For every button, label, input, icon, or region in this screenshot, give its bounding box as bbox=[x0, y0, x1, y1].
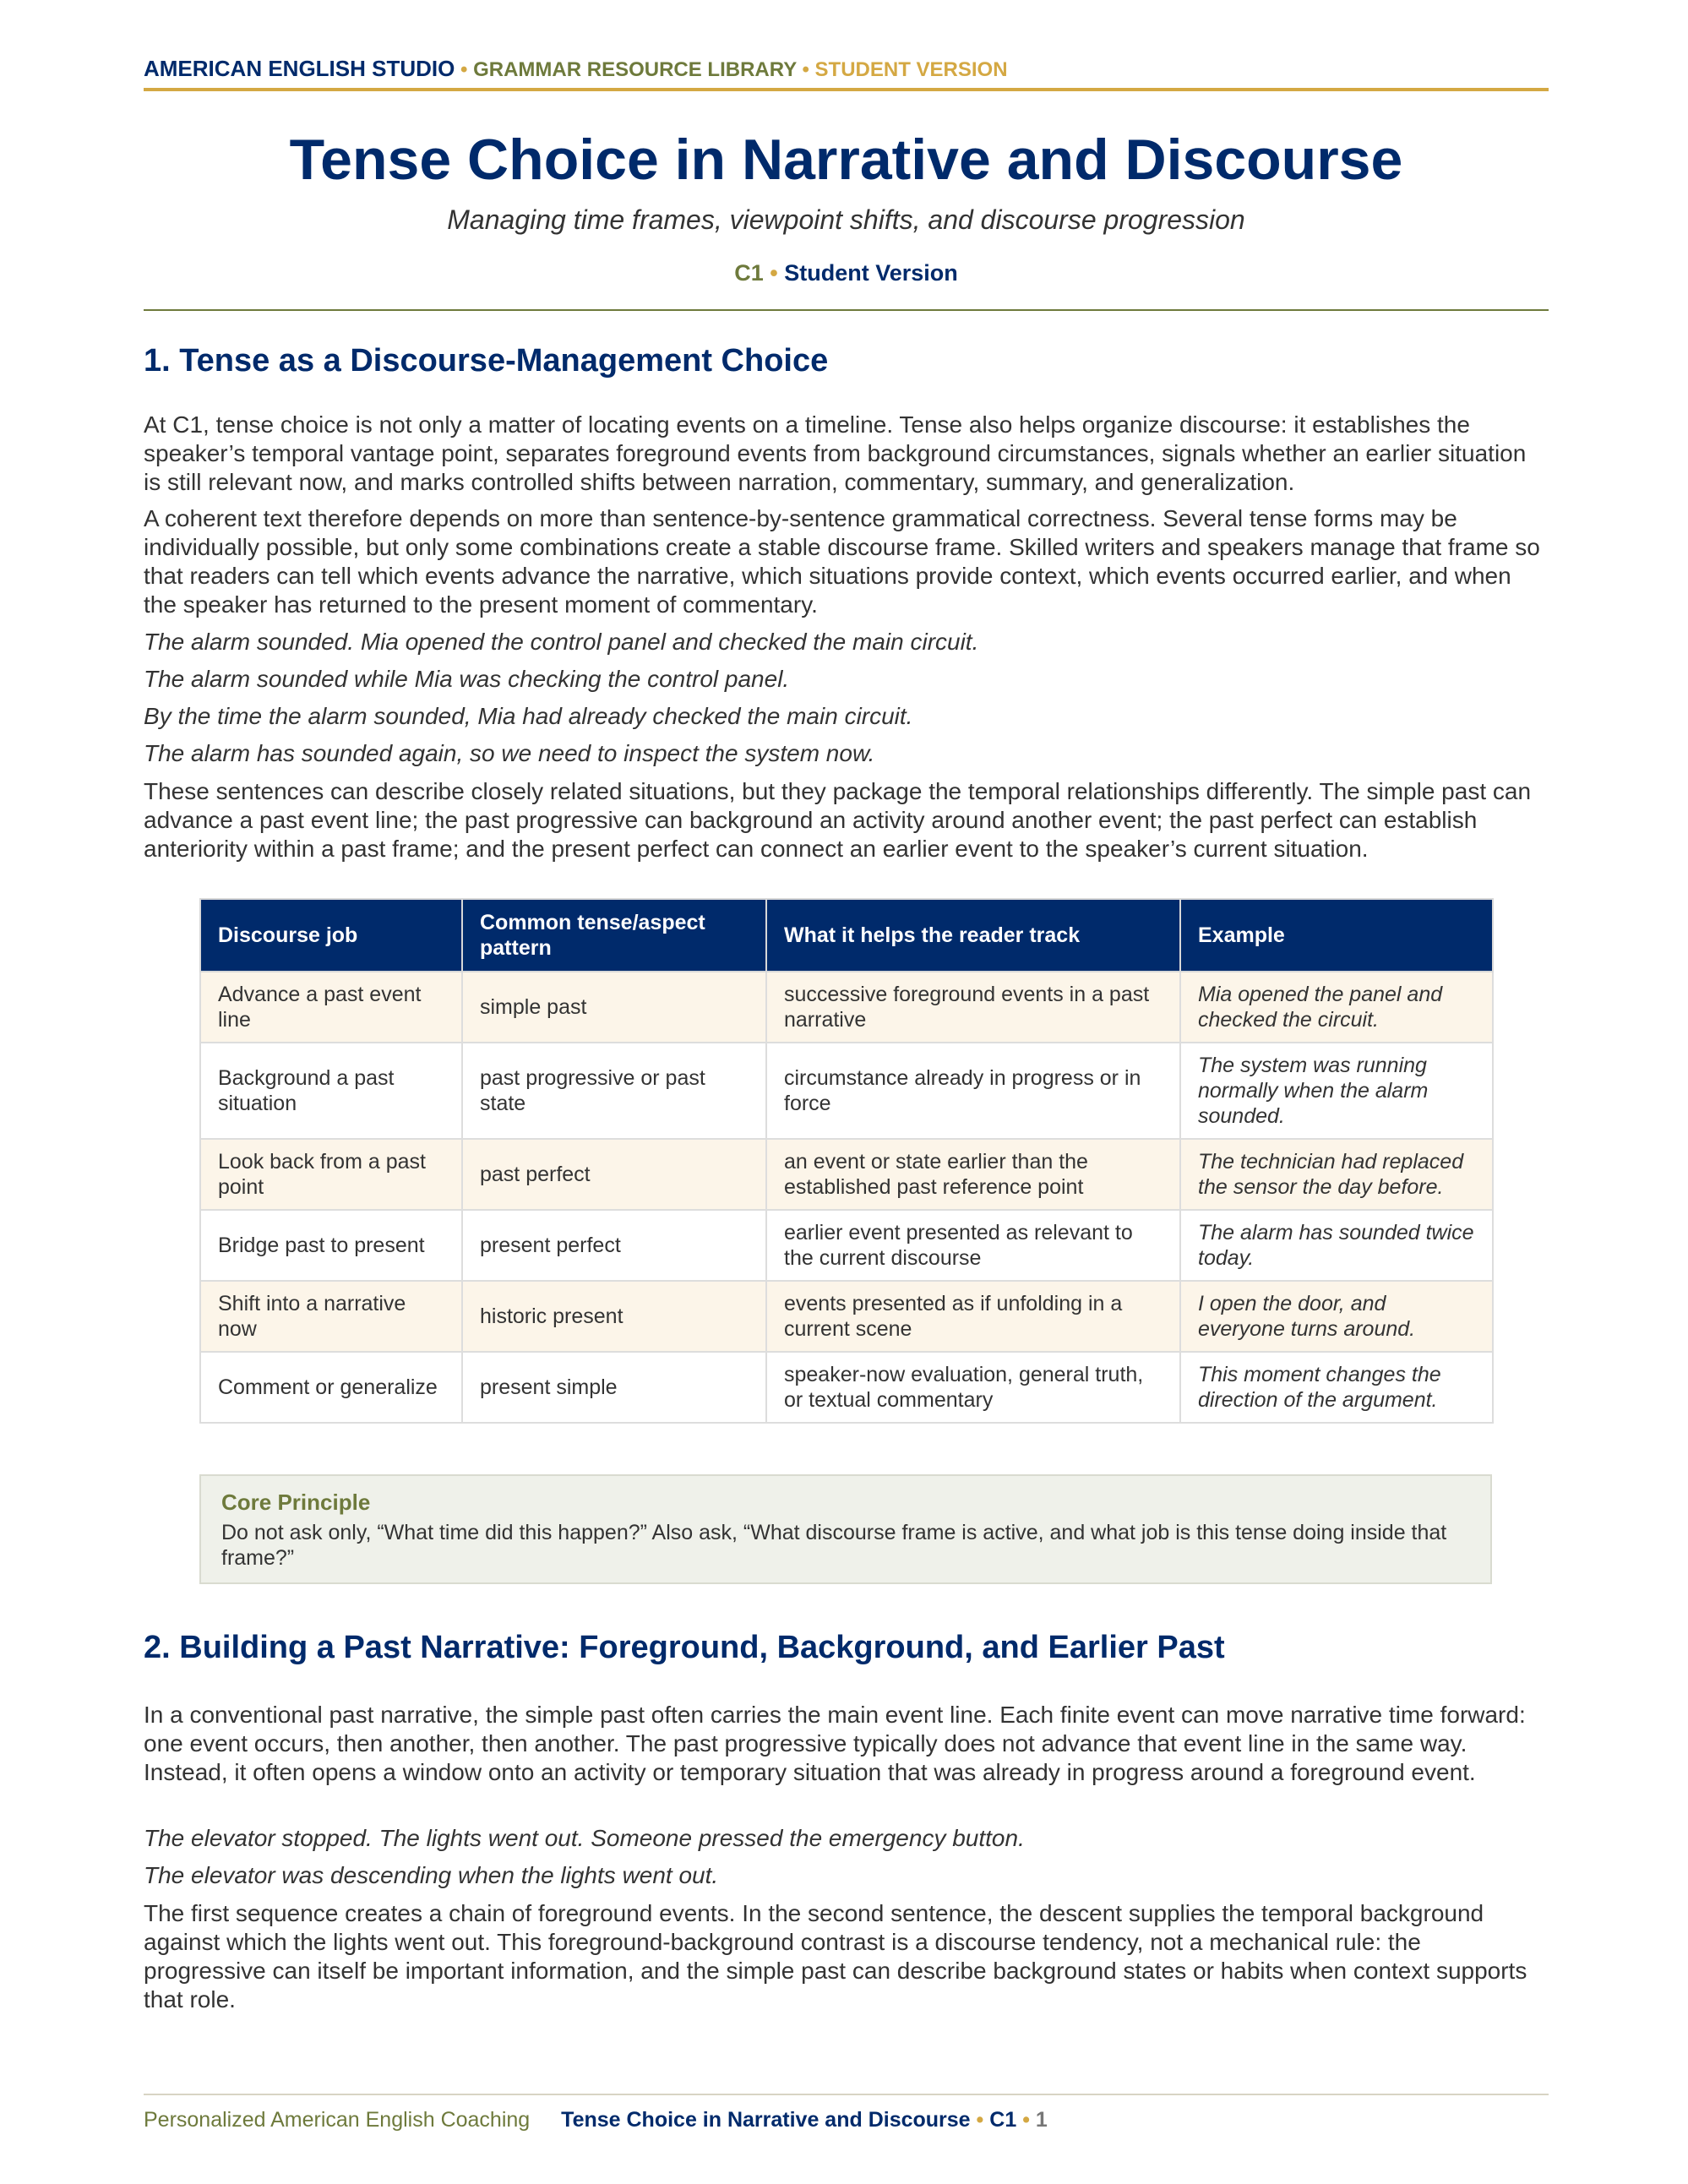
table-cell: Advance a past event line bbox=[200, 972, 462, 1043]
example-sentence: The elevator stopped. The lights went out. Someone pressed the emergency button. bbox=[144, 1825, 1025, 1851]
document-subtitle: Managing time frames, viewpoint shifts, and discourse progression bbox=[447, 204, 1245, 235]
page-footer bbox=[144, 2094, 1549, 2132]
table-cell-example: I open the door, and everyone turns around. bbox=[1180, 1281, 1493, 1352]
table-cell: Comment or generalize bbox=[200, 1352, 462, 1423]
header-version: STUDENT VERSION bbox=[814, 58, 1008, 81]
table-cell: an event or state earlier than the established past reference point bbox=[766, 1139, 1180, 1210]
table-cell: present simple bbox=[462, 1352, 766, 1423]
section-2-paragraph-2: The first sequence creates a chain of foreground events. In the second sentence, the descent supplies the temporal background against which the lights went out. This foreground-background contrast is a discourse tendency, not a mechanical rule: the progressive can itself be important information, and the simple past can describe background states or habits when context supports that role. bbox=[144, 1900, 1527, 2012]
footer-document-title: Tense Choice in Narrative and Discourse bbox=[561, 2108, 971, 2132]
table-row bbox=[200, 1352, 1493, 1423]
header-separator: • bbox=[460, 58, 468, 81]
table-cell-example: The system was running normally when the alarm sounded. bbox=[1180, 1043, 1493, 1139]
table-cell: Shift into a narrative now bbox=[200, 1281, 462, 1352]
footer-coaching-label: Personalized American English Coaching bbox=[144, 2108, 531, 2132]
column-header: What it helps the reader track bbox=[766, 899, 1180, 972]
table-row bbox=[200, 972, 1493, 1043]
core-principle-box bbox=[199, 1474, 1492, 1584]
section-1-paragraph-2: A coherent text therefore depends on more than sentence-by-sentence grammatical correctness. Several tense forms may be individually possible, but only some combinations create a stable discourse frame. Skilled writers and speakers manage that frame so that readers can tell which events advance the narrative, which situations provide context, which events occurred earlier, and when the speaker has returned to the present moment of commentary. bbox=[144, 505, 1540, 618]
table-cell: past perfect bbox=[462, 1139, 766, 1210]
level-code: C1 bbox=[734, 260, 764, 286]
table-cell: historic present bbox=[462, 1281, 766, 1352]
table-cell: Look back from a past point bbox=[200, 1139, 462, 1210]
column-header: Discourse job bbox=[200, 899, 462, 972]
table-row bbox=[200, 1139, 1493, 1210]
footer-separator: • bbox=[976, 2108, 984, 2132]
table-cell: speaker-now evaluation, general truth, or textual commentary bbox=[766, 1352, 1180, 1423]
page-number: 1 bbox=[1035, 2108, 1048, 2132]
document-title: Tense Choice in Narrative and Discourse bbox=[289, 128, 1403, 192]
header-bar bbox=[144, 56, 1549, 91]
table-cell: present perfect bbox=[462, 1210, 766, 1281]
column-header: Example bbox=[1180, 899, 1493, 972]
column-header: Common tense/aspect pattern bbox=[462, 899, 766, 972]
level-label: Student Version bbox=[784, 260, 958, 286]
table-cell: past progressive or past state bbox=[462, 1043, 766, 1139]
table-cell: Bridge past to present bbox=[200, 1210, 462, 1281]
table-cell-example: This moment changes the direction of the argument. bbox=[1180, 1352, 1493, 1423]
level-line bbox=[144, 259, 1549, 287]
table-header-row bbox=[200, 899, 1493, 972]
section-2-heading: 2. Building a Past Narrative: Foreground, Background, and Earlier Past bbox=[144, 1630, 1225, 1665]
table-cell: Background a past situation bbox=[200, 1043, 462, 1139]
header-library: GRAMMAR RESOURCE LIBRARY bbox=[473, 58, 797, 81]
section-1-heading: 1. Tense as a Discourse-Management Choice bbox=[144, 343, 829, 379]
title-divider bbox=[144, 309, 1549, 311]
level-separator: • bbox=[770, 260, 778, 286]
table-cell: successive foreground events in a past narrative bbox=[766, 972, 1180, 1043]
core-principle-title: Core Principle bbox=[221, 1490, 371, 1515]
table-cell: circumstance already in progress or in force bbox=[766, 1043, 1180, 1139]
table-row bbox=[200, 1043, 1493, 1139]
table-cell-example: The alarm has sounded twice today. bbox=[1180, 1210, 1493, 1281]
example-sentence: By the time the alarm sounded, Mia had already checked the main circuit. bbox=[144, 703, 913, 729]
table-cell-example: Mia opened the panel and checked the circuit. bbox=[1180, 972, 1493, 1043]
section-1-paragraph-1: At C1, tense choice is not only a matter of locating events on a timeline. Tense also helps organize discourse: it establishes the speaker’s temporal vantage point, separates foreground events from background circumstances, signals whether an earlier situation is still relevant now, and marks controlled shifts between narration, commentary, summary, and generalization. bbox=[144, 411, 1527, 495]
table-row bbox=[200, 1281, 1493, 1352]
table-cell: earlier event presented as relevant to the current discourse bbox=[766, 1210, 1180, 1281]
table-row bbox=[200, 1210, 1493, 1281]
discourse-job-table bbox=[199, 898, 1494, 1424]
example-sentence: The alarm has sounded again, so we need to inspect the system now. bbox=[144, 740, 875, 766]
header-separator: • bbox=[802, 58, 809, 81]
footer-document-info bbox=[561, 2108, 1048, 2132]
table-cell: events presented as if unfolding in a current scene bbox=[766, 1281, 1180, 1352]
example-sentence: The alarm sounded while Mia was checking the control panel. bbox=[144, 666, 790, 692]
example-sentence: The elevator was descending when the lights went out. bbox=[144, 1862, 719, 1888]
table-cell: simple past bbox=[462, 972, 766, 1043]
footer-separator: • bbox=[1022, 2108, 1030, 2132]
example-sentence: The alarm sounded. Mia opened the control panel and checked the main circuit. bbox=[144, 629, 979, 655]
core-principle-text: Do not ask only, “What time did this happen?” Also ask, “What discourse frame is active, and what job is this tense doing inside that frame?” bbox=[221, 1521, 1447, 1570]
section-2-paragraph-1: In a conventional past narrative, the simple past often carries the main event line. Each finite event can move narrative time forward: one event occurs, then another, then another. The past progressive typically does not advance that event line in the same way. Instead, it often opens a window onto an activity or temporary situation that was already in progress around a foreground event. bbox=[144, 1702, 1526, 1785]
table-cell-example: The technician had replaced the sensor the day before. bbox=[1180, 1139, 1493, 1210]
footer-level: C1 bbox=[989, 2108, 1017, 2132]
section-1-paragraph-3: These sentences can describe closely related situations, but they package the temporal relationships differently. The simple past can advance a past event line; the past progressive can background an activity around another event; the past perfect can establish anteriority within a past frame; and the present perfect can connect an earlier event to the speaker’s current situation. bbox=[144, 778, 1532, 862]
header-brand: AMERICAN ENGLISH STUDIO bbox=[144, 56, 455, 81]
